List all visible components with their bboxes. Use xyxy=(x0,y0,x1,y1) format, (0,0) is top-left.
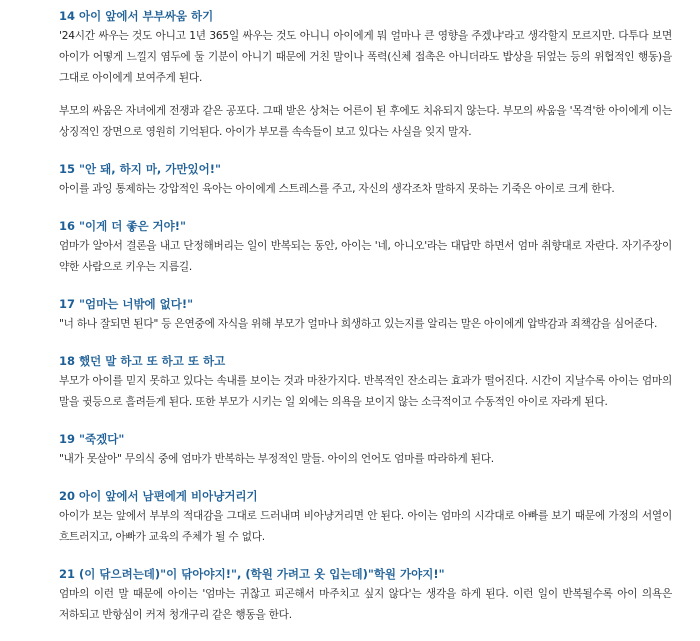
section-paragraph: 아이를 과잉 통제하는 강압적인 육아는 아이에게 스트레스를 주고, 자신의 생각조차 말하지 못하는 기죽은 아이로 크게 한다. xyxy=(59,183,615,195)
section-heading: 20 아이 앞에서 남편에게 비아냥거리기 xyxy=(59,489,258,503)
section-paragraph: "내가 못살아" 무의식 중에 엄마가 반복하는 부정적인 말들. 아이의 언어도 엄마를 따라하게 된다. xyxy=(59,453,494,465)
section-heading: 15 "안 돼, 하지 마, 가만있어!" xyxy=(59,162,221,176)
section-paragraph: "너 하나 잘되면 된다" 등 은연중에 자식을 위해 부모가 얼마나 희생하고 있는지를 알리는 말은 아이에게 압박감과 죄책감을 심어준다. xyxy=(59,318,658,330)
section-14 xyxy=(59,6,672,143)
section-paragraph: 아이가 보는 앞에서 부부의 적대감을 그대로 드러내며 비아냥거리면 안 된다. 아이는 엄마의 시각대로 아빠를 보기 때문에 가정의 서열이 흐트러지고, 아빠가 교육의 주체가 될 수 없다. xyxy=(59,510,672,543)
section-paragraph: 엄마가 알아서 결론을 내고 단정해버리는 일이 반복되는 동안, 아이는 '네, 아니오'라는 대답만 하면서 엄마 취향대로 자란다. 자기주장이 약한 사람으로 키우는 지름길. xyxy=(59,240,672,273)
section-17 xyxy=(59,294,672,335)
section-paragraph: 부모의 싸움은 자녀에게 전쟁과 같은 공포다. 그때 받은 상처는 어른이 된 후에도 치유되지 않는다. 부모의 싸움을 '목격'한 아이에게 이는 상징적인 장면으로 영원히 기억된다. 아이가 부모를 속속들이 보고 있다는 사실을 잊지 말자. xyxy=(59,105,672,138)
section-heading: 18 했던 말 하고 또 하고 또 하고 xyxy=(59,354,226,368)
section-paragraph: 부모가 아이를 믿지 못하고 있다는 속내를 보이는 것과 마찬가지다. 반복적인 잔소리는 효과가 떨어진다. 시간이 지날수록 아이는 엄마의 말을 귓등으로 흘려듣게 된다. 또한 부모가 시키는 일 외에는 의욕을 보이지 않는 소극적이고 수동적인 아이로 자라게 된다. xyxy=(59,375,672,408)
section-21 xyxy=(59,564,672,626)
section-18 xyxy=(59,351,672,413)
section-heading: 14 아이 앞에서 부부싸움 하기 xyxy=(59,9,214,23)
section-heading: 17 "엄마는 너밖에 없다!" xyxy=(59,297,194,311)
section-paragraph: '24시간 싸우는 것도 아니고 1년 365일 싸우는 것도 아니니 아이에게 뭐 얼마나 큰 영향을 주겠냐'라고 생각할지 모르지만. 다투다 보면 아이가 어떻게 느낄지 염두에 둘 기분이 아니기 때문에 거친 말이나 폭력(신체 접촉은 아니더라도 밥상을 뒤엎는 등의 위협적인 행동)을 그대로 아이에게 보여주게 된다. xyxy=(59,30,672,84)
section-heading: 21 (이 닦으려는데)"이 닦아야지!", (학원 가려고 옷 입는데)"학원 가야지!" xyxy=(59,567,445,581)
section-16 xyxy=(59,216,672,278)
section-heading: 16 "이게 더 좋은 거야!" xyxy=(59,219,187,233)
section-paragraph: 엄마의 이런 말 때문에 아이는 '엄마는 귀찮고 피곤해서 마주치고 싶지 않다'는 생각을 하게 된다. 이런 일이 반복될수록 아이 의욕은 저하되고 반항심이 커져 청개구리 같은 행동을 한다. xyxy=(59,588,672,621)
section-15 xyxy=(59,159,672,200)
section-20 xyxy=(59,486,672,548)
section-heading: 19 "죽겠다" xyxy=(59,432,125,446)
section-19 xyxy=(59,429,672,470)
